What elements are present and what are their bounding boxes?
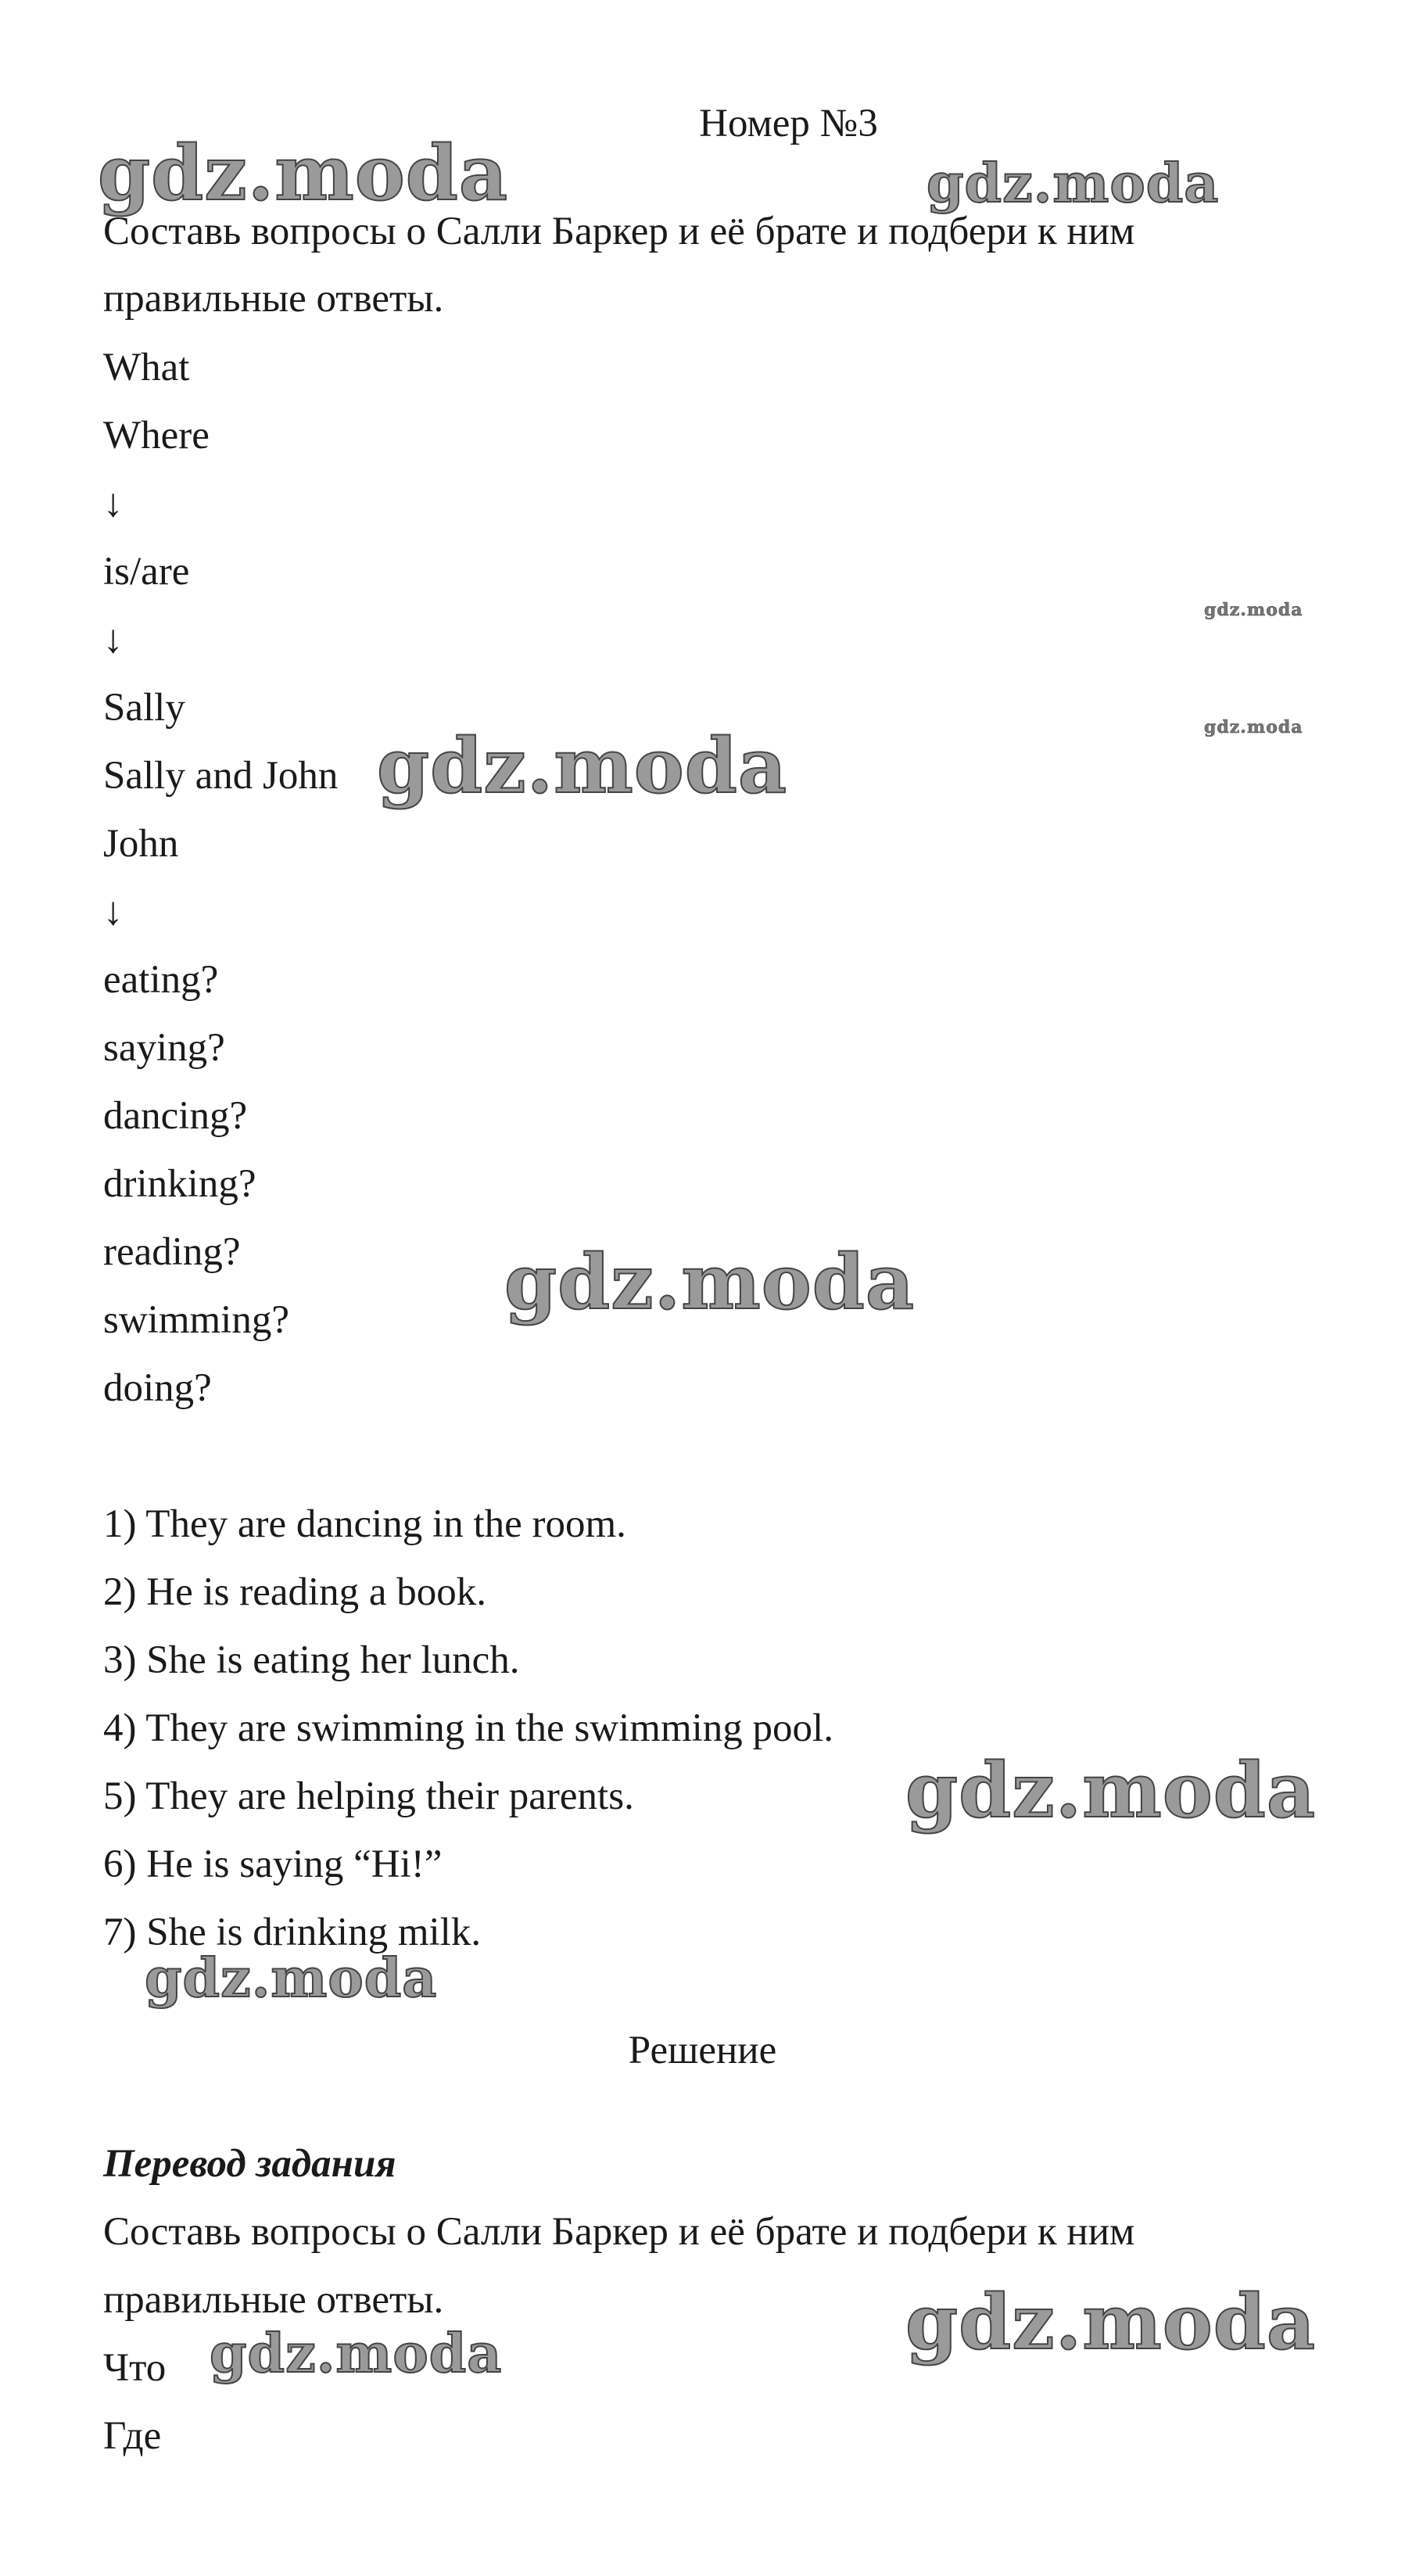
- answer-5: 5) They are helping their parents.: [103, 1774, 634, 1818]
- task-instruction-line-1: Составь вопросы о Салли Баркер и её брате и подбери к ним: [103, 210, 1135, 253]
- watermark-logo: gdz.moda: [905, 2278, 1317, 2366]
- watermark-logo: gdz.moda: [504, 1238, 916, 1326]
- answer-2: 2) He is reading a book.: [103, 1570, 487, 1614]
- watermark-logo: gdz.moda: [377, 722, 788, 810]
- subject-john: John: [103, 822, 179, 866]
- watermark-logo: gdz.moda: [905, 1746, 1317, 1835]
- translation-line-1: Составь вопросы о Салли Баркер и её брате и подбери к ним: [103, 2210, 1135, 2254]
- watermark-logo: gdz.moda: [210, 2323, 503, 2385]
- question-word-what: What: [103, 346, 190, 389]
- watermark-logo: gdz.moda: [1204, 600, 1303, 620]
- watermark-logo: gdz.moda: [98, 129, 509, 217]
- verb-reading: reading?: [103, 1230, 241, 1274]
- subject-sally: Sally: [103, 686, 185, 730]
- watermark-logo: gdz.moda: [1204, 717, 1303, 737]
- translation-word-what: Что: [103, 2346, 167, 2390]
- arrow-down-icon: ↓: [103, 482, 124, 526]
- verb-swimming: swimming?: [103, 1298, 289, 1342]
- watermark-logo: gdz.moda: [927, 152, 1220, 215]
- arrow-down-icon: ↓: [103, 618, 124, 662]
- question-word-where: Where: [103, 414, 210, 457]
- answer-4: 4) They are swimming in the swimming pool.: [103, 1706, 833, 1750]
- answer-6: 6) He is saying “Hi!”: [103, 1842, 443, 1886]
- answer-1: 1) They are dancing in the room.: [103, 1502, 626, 1546]
- translation-heading: Перевод задания: [103, 2142, 396, 2186]
- translation-word-where: Где: [103, 2414, 162, 2458]
- verb-doing: doing?: [103, 1366, 212, 1410]
- arrow-down-icon: ↓: [103, 890, 124, 934]
- verb-drinking: drinking?: [103, 1162, 256, 1206]
- verb-dancing: dancing?: [103, 1094, 248, 1138]
- answer-3: 3) She is eating her lunch.: [103, 1638, 520, 1682]
- page-title: Номер №3: [699, 102, 878, 145]
- watermark-logo: gdz.moda: [145, 1947, 438, 2010]
- verb-is-are: is/are: [103, 550, 190, 594]
- subject-sally-and-john: Sally and John: [103, 754, 339, 798]
- answer-7: 7) She is drinking milk.: [103, 1910, 482, 1954]
- solution-title: Решение: [628, 2029, 777, 2072]
- verb-eating: eating?: [103, 958, 219, 1002]
- task-instruction-line-2: правильные ответы.: [103, 277, 444, 321]
- verb-saying: saying?: [103, 1026, 225, 1070]
- translation-line-2: правильные ответы.: [103, 2278, 444, 2322]
